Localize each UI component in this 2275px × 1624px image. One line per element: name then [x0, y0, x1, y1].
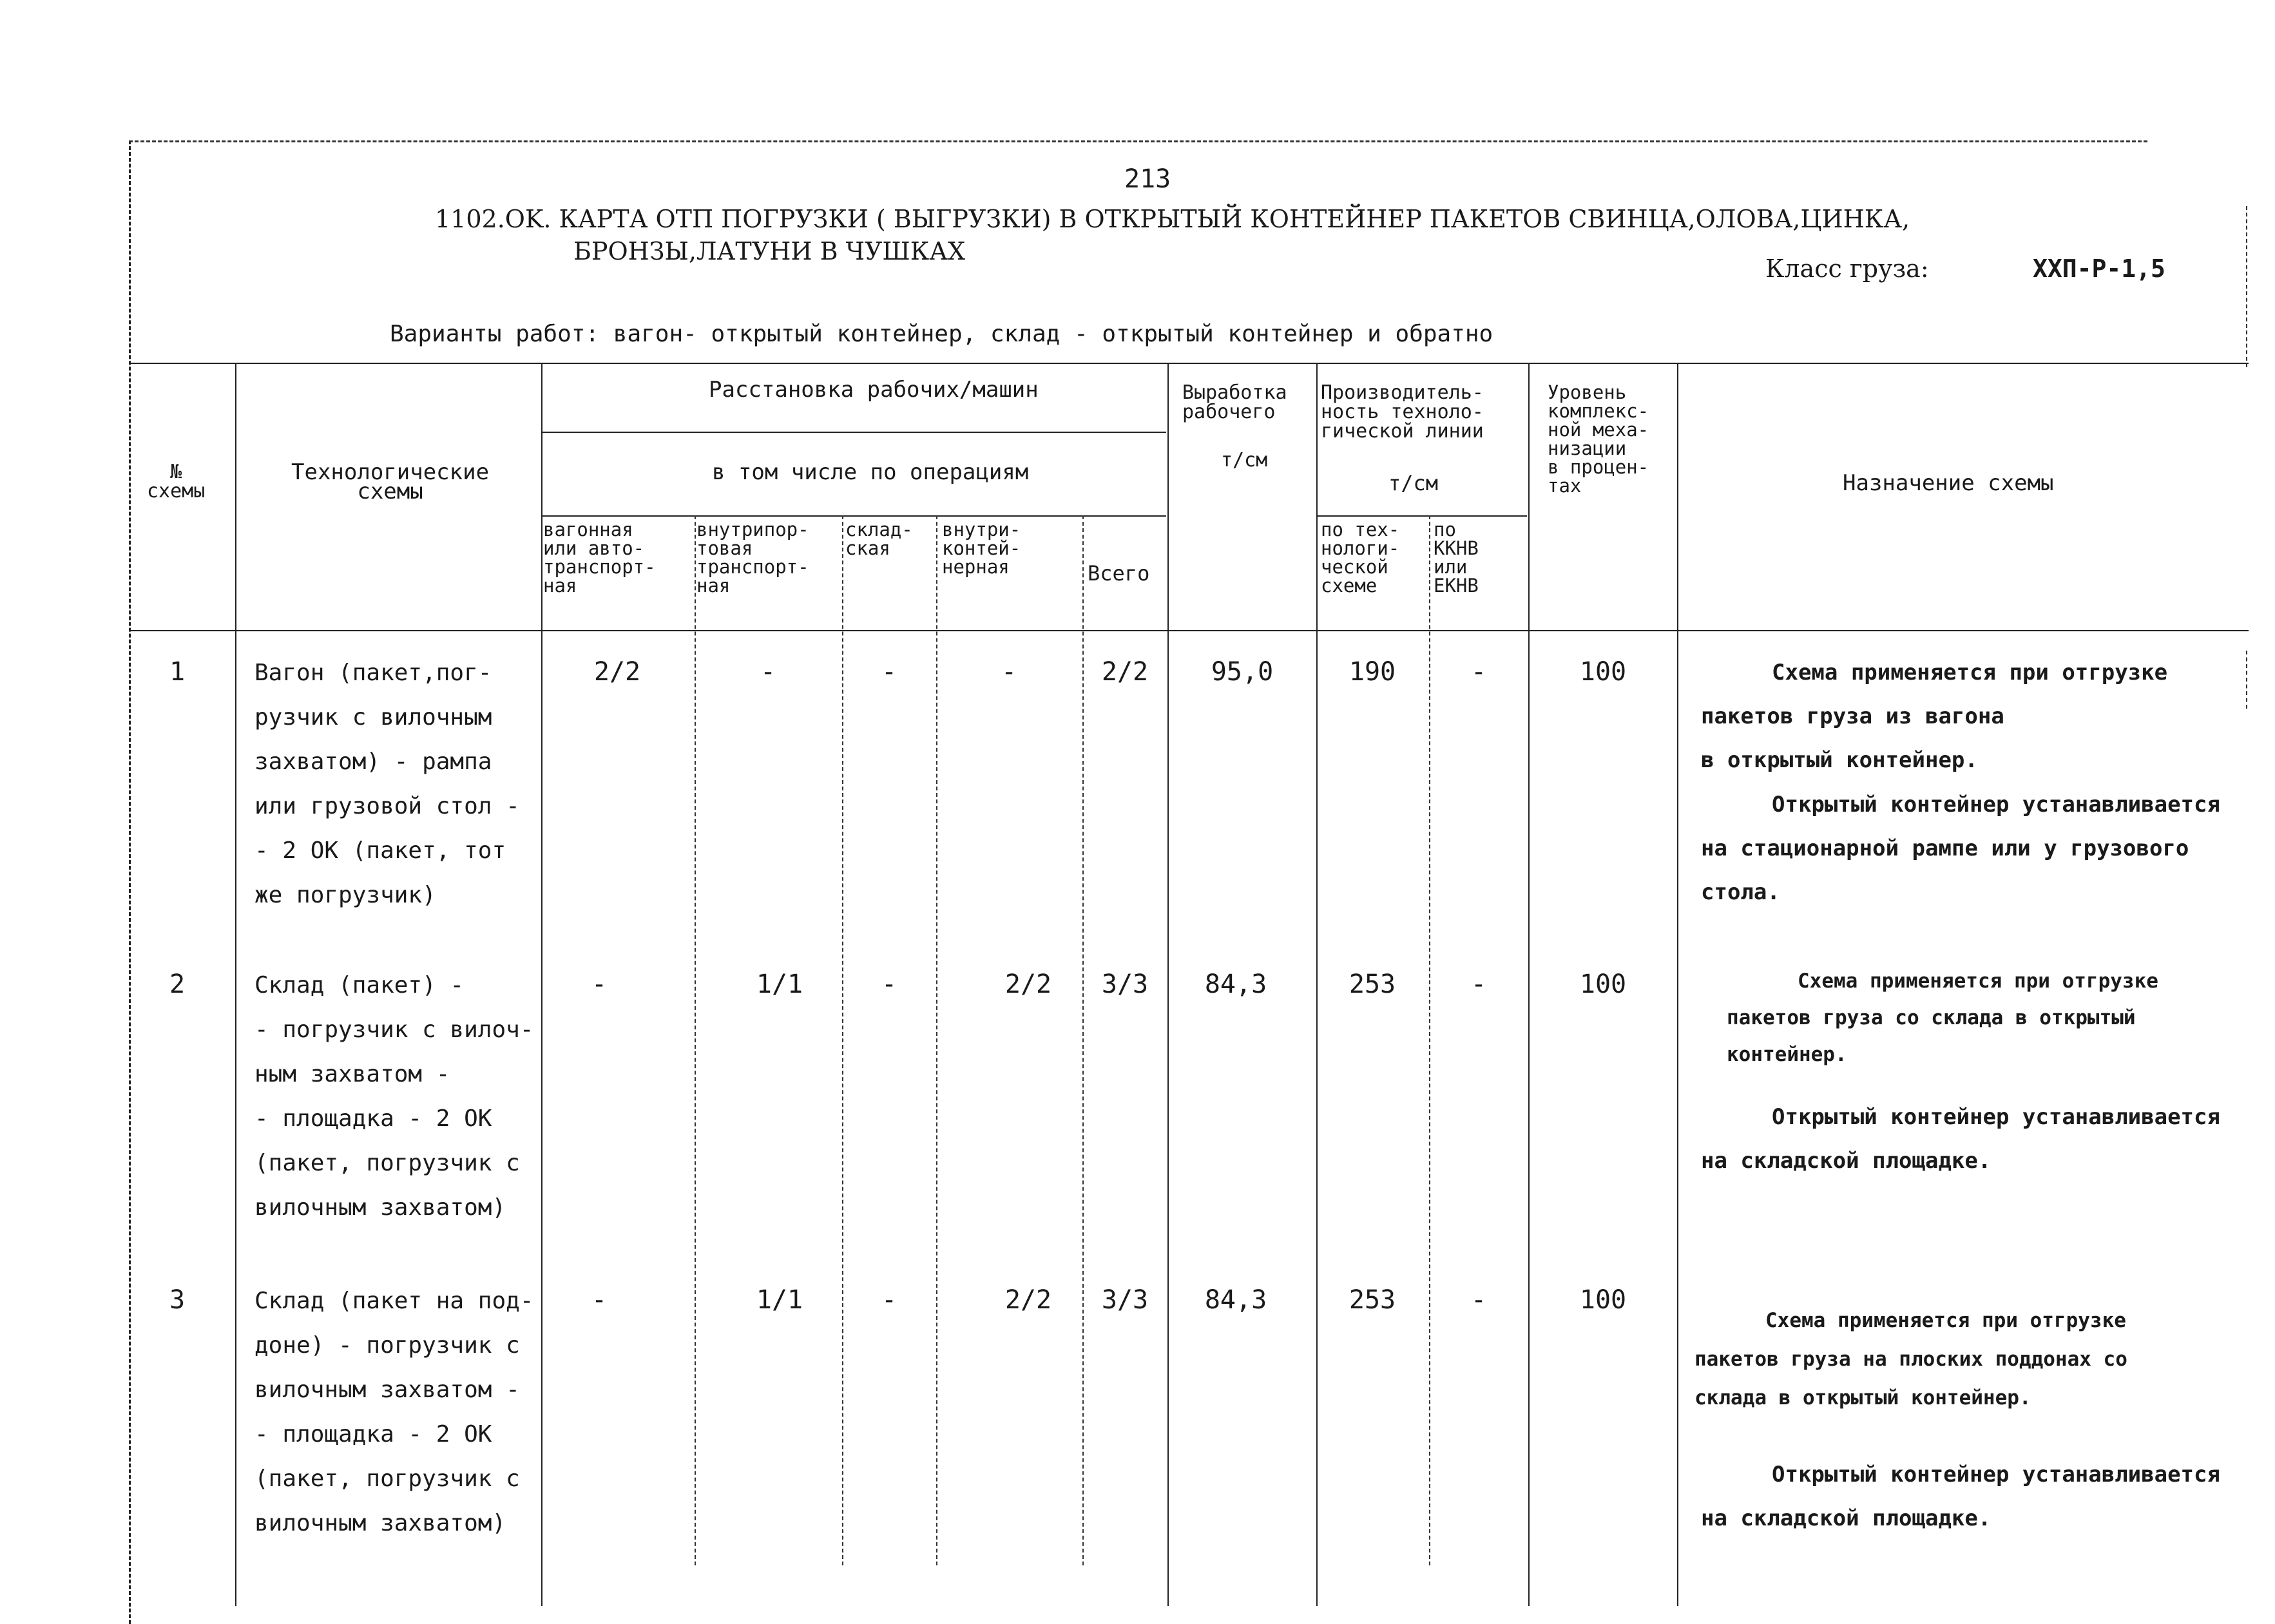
- cargo-class-value: ХХП-Р-1,5: [2033, 254, 2165, 283]
- row-scheme: Вагон (пакет,пог- рузчик с вилочным захватом) - рампа или грузовой стол - - 2 ОК (пакет, тот же погрузчик): [254, 660, 520, 908]
- row-output: 84,3: [1204, 1285, 1267, 1315]
- header-scheme-no: № схемы: [147, 461, 206, 502]
- header-warehouse-ops: склад- ская: [845, 519, 913, 559]
- page-number: 213: [1124, 164, 1171, 194]
- row-wagon: 2/2: [593, 657, 641, 687]
- row-mechanization: 100: [1579, 657, 1627, 687]
- row-purpose-a: Схема применяется при отгрузке пакетов груза на плоских поддонах со склада в открытый контейнер.: [1694, 1309, 2127, 1409]
- frame-right-edge: [2246, 206, 2247, 367]
- row-intraport: -: [760, 657, 776, 687]
- header-productivity-unit: т/см: [1388, 471, 1439, 495]
- row-scheme: Склад (пакет) - - погрузчик с вилоч- ным захватом - - площадка - 2 ОК (пакет, погрузчик с вилочным захватом): [254, 972, 534, 1221]
- row-number: 2: [169, 970, 186, 999]
- row-warehouse: -: [881, 1285, 898, 1315]
- row-purpose-b: Открытый контейнер устанавливается на складской площадке.: [1701, 1104, 2220, 1174]
- row-warehouse: -: [881, 970, 898, 999]
- placement-sub-rule: [541, 432, 1166, 433]
- frame-right-edge-2: [2246, 651, 2247, 709]
- row-wagon: -: [591, 970, 608, 999]
- header-intracontainer-ops: внутри- контей- нерная: [942, 519, 1021, 578]
- row-intracontainer: 2/2: [1004, 1285, 1052, 1315]
- row-wagon: -: [591, 1285, 608, 1315]
- row-total: 3/3: [1101, 1285, 1149, 1315]
- header-output: Выработка рабочего: [1182, 381, 1287, 423]
- header-mechanization: Уровень комплекс- ной меха- низации в процен- тах: [1548, 381, 1649, 497]
- col-rule-3: [695, 515, 696, 1565]
- header-including-ops: в том числе по операциям: [712, 459, 1029, 485]
- row-mechanization: 100: [1579, 970, 1627, 999]
- header-by-kknv: по ККНВ или ЕКНВ: [1434, 519, 1479, 597]
- row-purpose-b: Открытый контейнер устанавливается на складской площадке.: [1701, 1462, 2220, 1531]
- row-by-kknv: -: [1470, 1285, 1487, 1315]
- header-placement: Расстановка рабочих/машин: [709, 377, 1039, 403]
- row-purpose-b: Открытый контейнер устанавливается на стационарной рампе или у грузового стола.: [1701, 792, 2220, 905]
- row-mechanization: 100: [1579, 1285, 1627, 1315]
- header-intraport-ops: внутрипор- товая транспорт- ная: [696, 519, 809, 597]
- row-by-kknv: -: [1470, 657, 1487, 687]
- header-total: Всего: [1088, 561, 1150, 586]
- table-top-rule: [129, 363, 2249, 364]
- header-tech-schemes: Технологические схемы: [291, 459, 490, 504]
- row-total: 2/2: [1101, 657, 1149, 687]
- row-intracontainer: 2/2: [1004, 970, 1052, 999]
- row-purpose-a: Схема применяется при отгрузке пакетов груза со склада в открытый контейнер.: [1727, 970, 2158, 1066]
- productivity-sub-rule: [1318, 515, 1527, 517]
- row-purpose-a: Схема применяется при отгрузке пакетов груза из вагона в открытый контейнер.: [1701, 660, 2168, 773]
- header-purpose: Назначение схемы: [1843, 470, 2054, 496]
- col-rule-11: [1677, 363, 1678, 1606]
- ops-sub-rule: [541, 515, 1166, 517]
- header-bottom-rule: [129, 630, 2249, 631]
- row-scheme: Склад (пакет на под- доне) - погрузчик с вилочным захватом - - площадка - 2 ОК (пакет, погрузчик с вилочным захватом): [254, 1288, 534, 1536]
- row-output: 95,0: [1211, 657, 1274, 687]
- row-by-scheme: 253: [1349, 970, 1396, 999]
- document-title-line2: БРОНЗЫ,ЛАТУНИ В ЧУШКАХ: [573, 237, 966, 265]
- header-output-unit: т/см: [1221, 449, 1268, 472]
- row-by-kknv: -: [1470, 970, 1487, 999]
- row-intraport: 1/1: [756, 1285, 803, 1315]
- row-intraport: 1/1: [756, 970, 803, 999]
- row-intracontainer: -: [1001, 657, 1017, 687]
- row-warehouse: -: [881, 657, 898, 687]
- cargo-class-label: Класс груза:: [1765, 254, 1929, 283]
- work-variants: Варианты работ: вагон- открытый контейнер, склад - открытый контейнер и обратно: [390, 321, 1493, 347]
- row-number: 1: [169, 657, 186, 687]
- row-by-scheme: 253: [1349, 1285, 1396, 1315]
- document-title: 1102.OK. КАРТА ОТП ПОГРУЗКИ ( ВЫГРУЗКИ) В ОТКРЫТЫЙ КОНТЕЙНЕР ПАКЕТОВ СВИНЦА,ОЛОВА,ЦИНКА,: [435, 205, 1910, 233]
- header-wagon-ops: вагонная или авто- транспорт- ная: [543, 519, 656, 597]
- row-number: 3: [169, 1285, 186, 1315]
- row-total: 3/3: [1101, 970, 1149, 999]
- header-by-scheme: по тех- нологи- ческой схеме: [1321, 519, 1400, 597]
- row-output: 84,3: [1204, 970, 1267, 999]
- header-productivity: Производитель- ность техноло- гической линии: [1321, 381, 1484, 443]
- row-by-scheme: 190: [1349, 657, 1396, 687]
